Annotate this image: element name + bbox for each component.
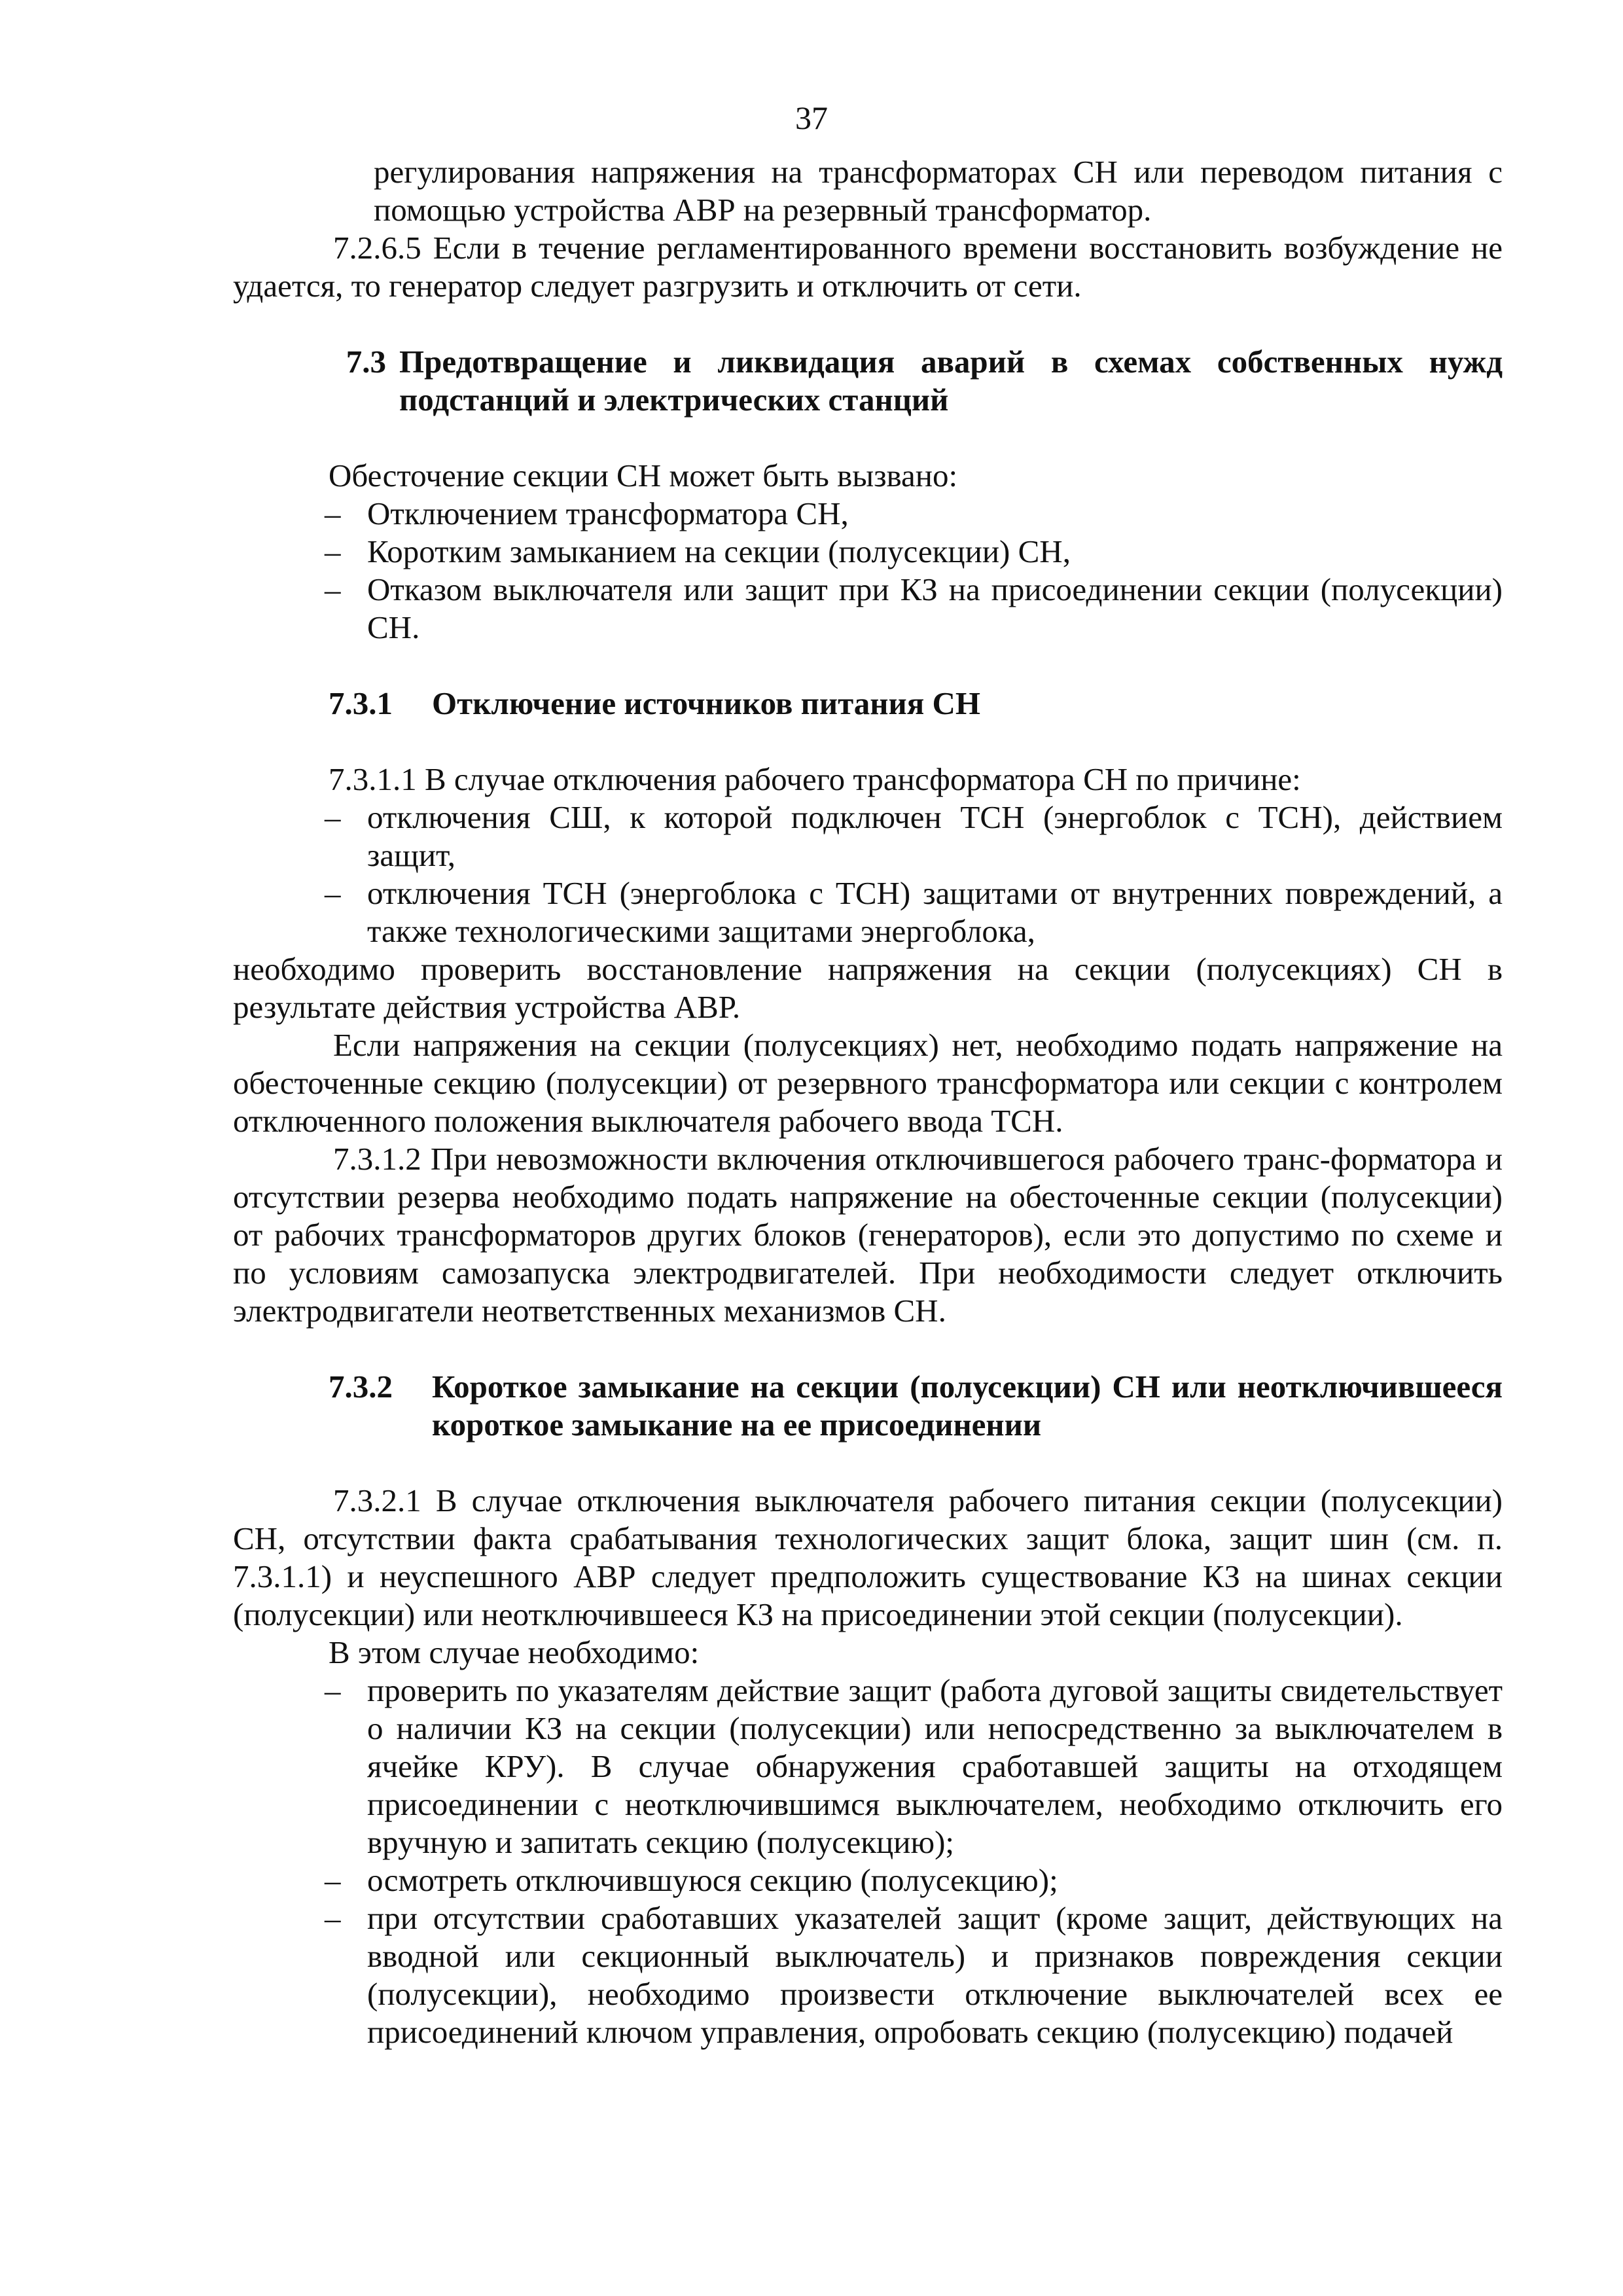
section-number: 7.3.1 xyxy=(329,685,393,721)
dash-bullet: – xyxy=(325,533,341,569)
action-list xyxy=(233,1672,1503,2051)
spacer xyxy=(233,305,1503,343)
section-title: Короткое замыкание на секции (полусекции) СН или неотключившееся короткое замыкание на ее присоединении xyxy=(432,1369,1503,1443)
list-item-text: Отказом выключателя или защит при КЗ на присоединении секции (полусекции) СН. xyxy=(367,571,1503,645)
page-number: 37 xyxy=(795,99,828,136)
section-heading-7-3 xyxy=(233,343,1503,419)
section-heading-7-3-2 xyxy=(233,1368,1503,1444)
section-number: 7.3 xyxy=(346,344,386,380)
list-item xyxy=(233,571,1503,647)
list-item xyxy=(233,1672,1503,1861)
page-body xyxy=(233,153,1503,2051)
list-item xyxy=(233,874,1503,950)
reason-list xyxy=(233,798,1503,950)
list-item-text: при отсутствии сработавших указателей защит (кроме защит, действующих на вводной или секционный выключатель) и признаков повреждения секции (полусекции), необходимо произвести отключение выключателей всех ее присоединений ключом управления, опробовать секцию (полусекцию) подачей xyxy=(367,1900,1503,2050)
section-title: Отключение источников питания СН xyxy=(432,685,981,721)
section-heading-7-3-1 xyxy=(233,685,1503,723)
cause-list xyxy=(233,495,1503,647)
paragraph-check: необходимо проверить восстановление напряжения на секции (полусекциях) СН в результате действия устройства АВР. xyxy=(233,951,1503,1025)
paragraph-7-3-1-1: 7.3.1.1 В случае отключения рабочего трансформатора СН по причине: xyxy=(329,761,1301,797)
list-item-text: Отключением трансформатора СН, xyxy=(367,495,849,531)
paragraph-7-3-1-2: 7.3.1.2 При невозможности включения отключившегося рабочего транс-форматора и отсутствии резерва необходимо подать напряжение на обесточенные секции (полусекции) от рабочих трансформаторов других блоков (генераторов), если это допустимо по схеме и по условиям самозапуска электродвигателей. При необходимости следует отключить электродвигатели неответственных механизмов СН. xyxy=(233,1141,1503,1329)
list-item-text: отключения СШ, к которой подключен ТСН (энергоблок с ТСН), действием защит, xyxy=(367,799,1503,873)
dash-bullet: – xyxy=(325,571,341,607)
list-item-text: проверить по указателям действие защит (работа дуговой защиты свидетельствует о наличии КЗ на секции (полусекции) или непосредственно за выключателем в ячейке КРУ). В случае обнаружения сработавшей защиты на отходящем присоединении с неотключившимся выключателем, необходимо отключить его вручную и запитать секцию (полусекцию); xyxy=(367,1672,1503,1860)
list-item xyxy=(233,533,1503,571)
paragraph-if-no-voltage: Если напряжения на секции (полусекциях) нет, необходимо подать напряжение на обесточенные секцию (полусекции) от резервного трансформатора или секции с контролем отключенного положения выключателя рабочего ввода ТСН. xyxy=(233,1027,1503,1139)
dash-bullet: – xyxy=(325,495,341,531)
paragraph-7-2-6-5: 7.2.6.5 Если в течение регламентированного времени восстановить возбуждение не удается, то генератор следует разгрузить и отключить от сети. xyxy=(233,230,1503,304)
paragraph-continuation: регулирования напряжения на трансформаторах СН или переводом питания с помощью устройства АВР на резервный трансформатор. xyxy=(374,154,1503,228)
list-item xyxy=(233,798,1503,874)
paragraph-7-3-2-1: 7.3.2.1 В случае отключения выключателя рабочего питания секции (полусекции) СН, отсутствии факта срабатывания технологических защит блока, защит шин (см. п. 7.3.1.1) и неуспешного АВР следует предположить существование КЗ на шинах секции (полусекции) или неотключившееся КЗ на присоединении этой секции (полусекции). xyxy=(233,1482,1503,1632)
paragraph-intro: Обесточение секции СН может быть вызвано: xyxy=(329,457,958,493)
list-item xyxy=(233,495,1503,533)
list-item-text: Коротким замыканием на секции (полусекции) СН, xyxy=(367,533,1071,569)
list-item-text: осмотреть отключившуюся секцию (полусекцию); xyxy=(367,1862,1058,1898)
list-item xyxy=(233,1899,1503,2051)
paragraph-need: В этом случае необходимо: xyxy=(329,1634,700,1670)
spacer xyxy=(233,419,1503,457)
section-number: 7.3.2 xyxy=(329,1369,393,1405)
dash-bullet: – xyxy=(325,1900,341,1936)
section-title: Предотвращение и ликвидация аварий в схемах собственных нужд подстанций и электрических станций xyxy=(399,344,1503,418)
spacer xyxy=(233,723,1503,761)
spacer xyxy=(233,1444,1503,1482)
dash-bullet: – xyxy=(325,799,341,835)
spacer xyxy=(233,647,1503,685)
list-item xyxy=(233,1861,1503,1899)
list-item-text: отключения ТСН (энергоблока с ТСН) защитами от внутренних повреждений, а также технологическими защитами энергоблока, xyxy=(367,875,1503,949)
dash-bullet: – xyxy=(325,1862,341,1898)
spacer xyxy=(233,1330,1503,1368)
dash-bullet: – xyxy=(325,1672,341,1708)
dash-bullet: – xyxy=(325,875,341,911)
